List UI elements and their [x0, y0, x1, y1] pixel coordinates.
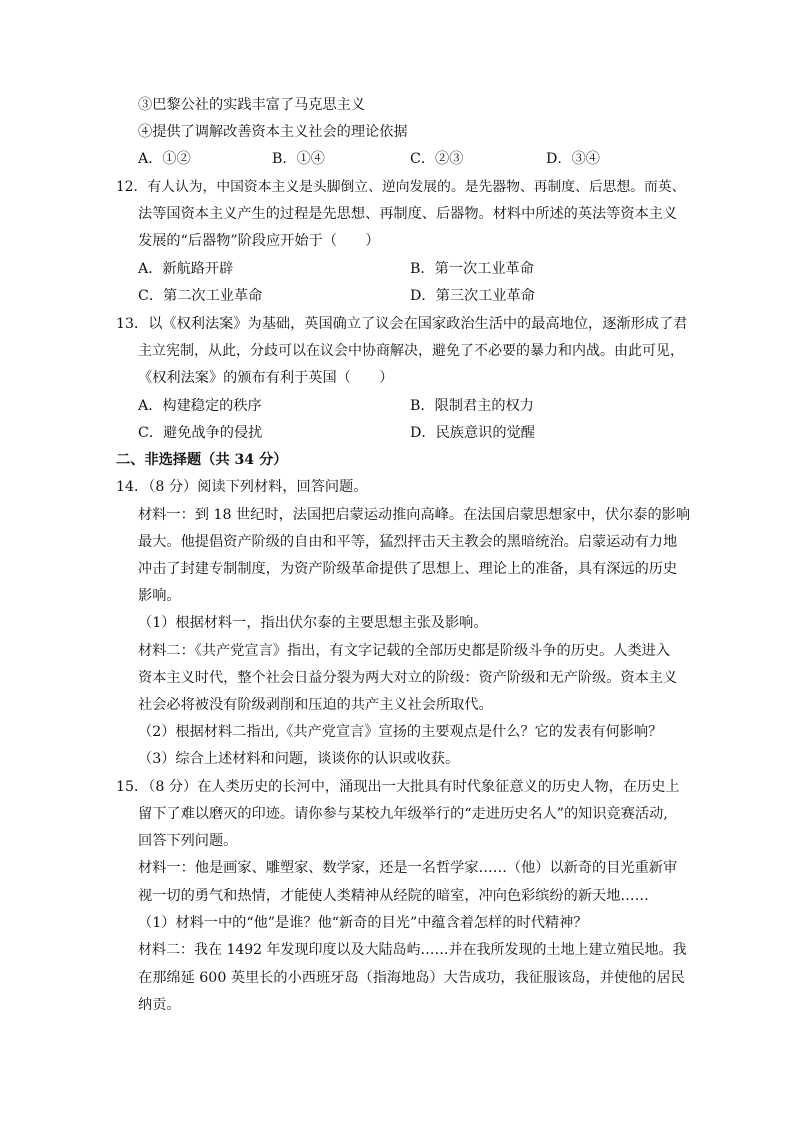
- q15-material-2-line-2: 在那绵延 600 英里长的小西班牙岛（指海地岛）大告成功，我征服该岛，并使他的居民: [138, 970, 685, 986]
- q14-subquestion-1: （1）根据材料一，指出伏尔泰的主要思想主张及影响。: [138, 615, 488, 631]
- q11-option-a: A．①②: [138, 151, 191, 167]
- q15-stem-line-2: 留下了难以磨灭的印迹。请你参与某校九年级举行的“走进历史名人”的知识竞赛活动,: [138, 806, 668, 822]
- q13-option-a: A．构建稳定的秩序: [138, 398, 262, 414]
- q12-stem-line-1: 12．有人认为，中国资本主义是头脚倒立、逆向发展的。是先器物、再制度、后思想。而英、: [116, 179, 686, 195]
- q15-subquestion-1: （1）材料一中的“他”是谁？他“新奇的目光”中蕴含着怎样的时代精神？: [138, 915, 588, 931]
- q15-material-1-line-1: 材料一：他是画家、雕塑家、数学家，还是一名哲学家……（他）以新奇的目光重新审: [138, 860, 678, 876]
- q12-stem-line-2: 法等国资本主义产生的过程是先思想、再制度、后器物。材料中所述的英法等资本主义: [138, 206, 678, 222]
- q13-stem-line-1: 13．以《权利法案》为基础，英国确立了议会在国家政治生活中的最高地位，逐渐形成了君: [116, 316, 688, 332]
- q11-option-c: C．②③: [410, 151, 464, 167]
- q12-stem-line-3: 发展的“后器物”阶段应开始于（ ）: [138, 233, 380, 249]
- q14-material-1-line-1: 材料一：到 18 世纪时，法国把启蒙运动推向高峰。在法国启蒙思想家中，伏尔泰的影响: [138, 507, 691, 523]
- q11-option-d: D．③④: [546, 151, 600, 167]
- q13-option-b: B．限制君主的权力: [410, 398, 534, 414]
- q15-stem-line-3: 回答下列问题。: [138, 833, 238, 849]
- q12-option-a: A．新航路开辟: [138, 261, 234, 277]
- q14-material-2-line-1: 材料二：《共产党宣言》指出，有文字记载的全部历史都是阶级斗争的历史。人类进入: [138, 643, 671, 659]
- q15-stem-line-1: 15．（8 分）在人类历史的长河中，涌现出一大批具有时代象征意义的历史人物，在历史上: [116, 779, 680, 795]
- q11-statement-4: ④提供了调解改善资本主义社会的理论依据: [138, 124, 408, 140]
- q15-material-1-line-2: 视一切的勇气和热情，才能使人类精神从经院的暗室，冲向色彩缤纷的新天地……: [138, 888, 649, 904]
- q12-option-d: D．第三次工业革命: [410, 288, 535, 304]
- q15-material-2-line-1: 材料二：我在 1492 年发现印度以及大陆岛屿……并在我所发现的土地上建立殖民地。我: [138, 942, 687, 958]
- q13-stem-line-3: 《权利法案》的颁布有利于英国（ ）: [138, 370, 394, 386]
- q14-material-1-line-4: 影响。: [138, 588, 181, 604]
- q13-stem-line-2: 主立宪制，从此，分歧可以在议会中协商解决，避免了不必要的暴力和内战。由此可见，: [138, 343, 684, 359]
- q14-material-1-line-3: 冲击了封建专制制度，为资产阶级革命提供了思想上、理论上的准备，具有深远的历史: [138, 561, 678, 577]
- q13-option-c: C．避免战争的侵扰: [138, 425, 263, 441]
- q13-option-d: D．民族意识的觉醒: [410, 425, 535, 441]
- q14-material-1-line-2: 最大。他提倡资产阶级的自由和平等，猛烈抨击天主教会的黑暗统治。启蒙运动有力地: [138, 534, 678, 550]
- q12-option-c: C．第二次工业革命: [138, 288, 263, 304]
- q12-option-b: B．第一次工业革命: [410, 261, 534, 277]
- section-heading: 二、非选择题（共 34 分）: [116, 452, 288, 468]
- q14-material-2-line-3: 社会必将被没有阶级剥削和压迫的共产主义社会所取代。: [138, 697, 493, 713]
- q15-material-2-line-3: 纳贡。: [138, 997, 181, 1013]
- q11-option-b: B．①④: [272, 151, 325, 167]
- q14-intro: 14．（8 分）阅读下列材料，回答问题。: [116, 479, 368, 495]
- q14-subquestion-2: （2）根据材料二指出,《共产党宣言》宣扬的主要观点是什么？它的发表有何影响？: [138, 724, 663, 740]
- q14-material-2-line-2: 资本主义时代，整个社会日益分裂为两大对立的阶级：资产阶级和无产阶级。资本主义: [138, 670, 678, 686]
- q14-subquestion-3: （3）综合上述材料和问题，谈谈你的认识或收获。: [138, 751, 460, 767]
- q11-statement-3: ③巴黎公社的实践丰富了马克思主义: [138, 97, 366, 113]
